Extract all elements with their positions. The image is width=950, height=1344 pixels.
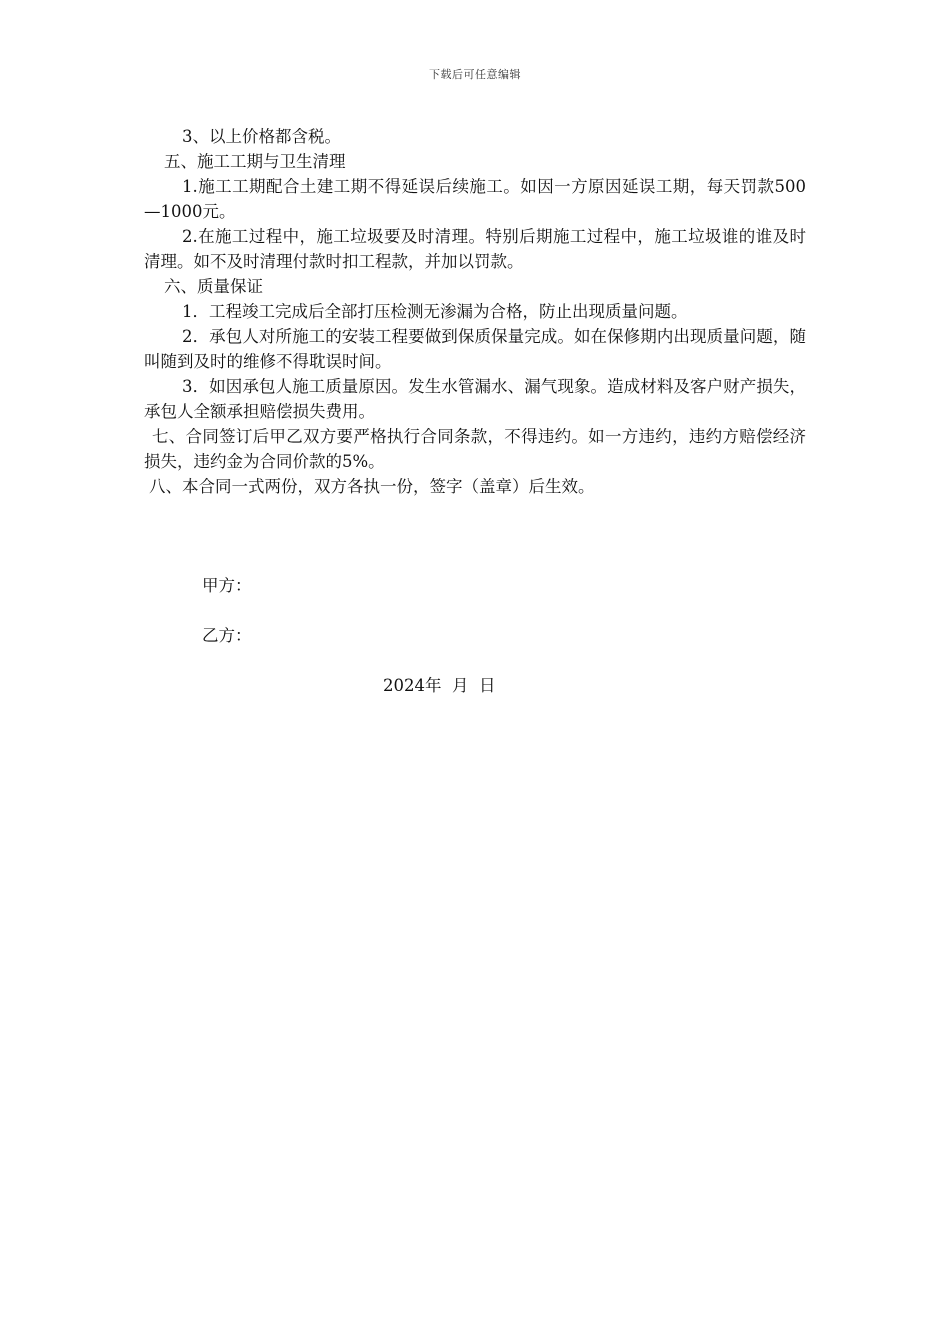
party-b-label: 乙方： [202, 626, 252, 645]
section-breach: 七、合同签订后甲乙双方要严格执行合同条款，不得违约。如一方违约，违约方赔偿经济损失，违约金为合同价款的5%。 [144, 427, 806, 471]
paragraph-schedule-2: 2.在施工过程中，施工垃圾要及时清理。特别后期施工过程中，施工垃圾谁的谁及时清理。如不及时清理付款时扣工程款，并加以罚款。 [144, 227, 806, 271]
paragraph-schedule-1: 1.施工工期配合土建工期不得延误后续施工。如因一方原因延误工期，每天罚款500—1000元。 [144, 177, 806, 221]
signing-date: 2024年 月 日 [383, 676, 496, 695]
section-copies: 八、本合同一式两份，双方各执一份，签字（盖章）后生效。 [149, 477, 595, 496]
contract-body [144, 124, 806, 499]
page-header-note: 下载后可任意编辑 [429, 68, 521, 81]
party-a-label: 甲方： [202, 576, 252, 595]
section-heading-quality: 六、质量保证 [164, 277, 263, 296]
paragraph-quality-3: 3．如因承包人施工质量原因。发生水管漏水、漏气现象。造成材料及客户财产损失，承包人全额承担赔偿损失费用。 [144, 377, 806, 421]
paragraph-quality-2: 2．承包人对所施工的安装工程要做到保质保量完成。如在保修期内出现质量问题，随叫随到及时的维修不得耽误时间。 [144, 327, 806, 371]
paragraph-quality-1: 1．工程竣工完成后全部打压检测无渗漏为合格，防止出现质量问题。 [182, 302, 688, 321]
paragraph-tax-note: 3、以上价格都含税。 [182, 127, 341, 146]
section-heading-schedule: 五、施工工期与卫生清理 [164, 152, 346, 171]
